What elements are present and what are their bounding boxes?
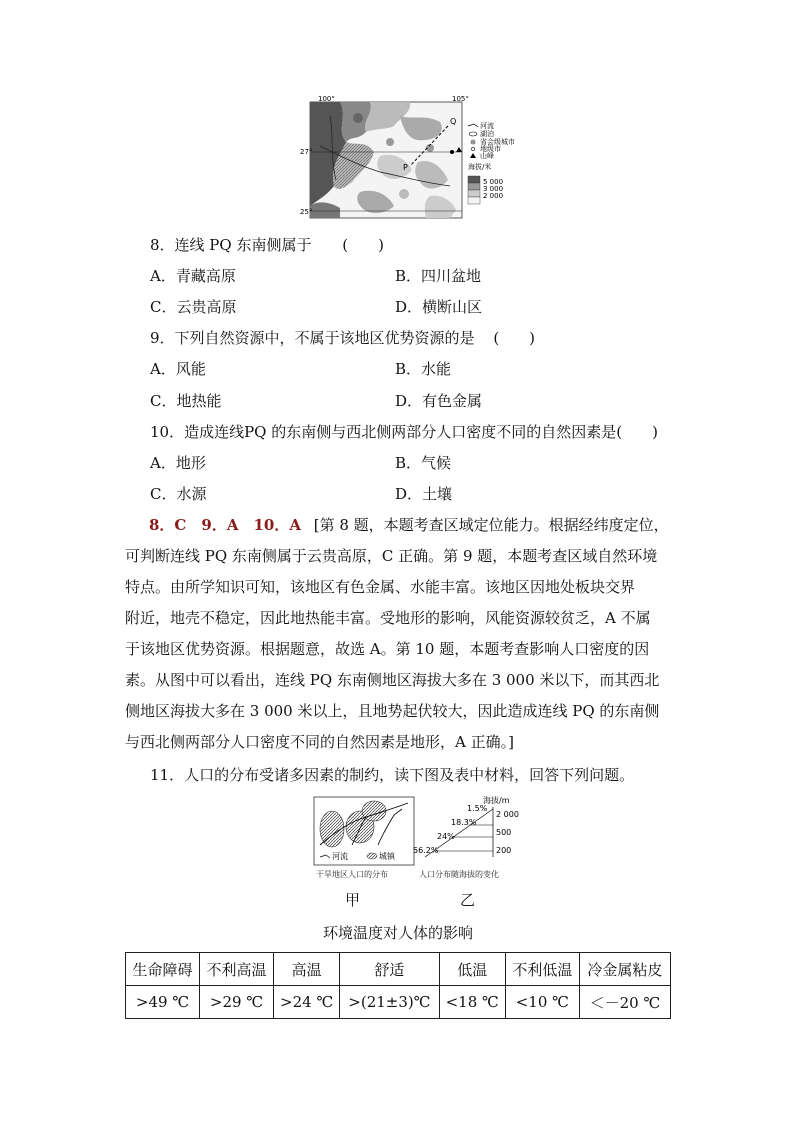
q9-option-c: C．地热能 (150, 392, 222, 410)
table-cell: <18 ℃ (439, 986, 505, 1019)
svg-text:24%: 24% (437, 832, 455, 841)
table-cell: ＜－20 ℃ (579, 986, 670, 1019)
table-header-cell: 不利高温 (200, 953, 274, 986)
town-legend-icon (367, 853, 377, 859)
map-legend (468, 121, 515, 204)
lon-left-label: 100° (318, 96, 335, 103)
svg-text:2 000: 2 000 (483, 192, 504, 200)
svg-text:地级市: 地级市 (480, 145, 501, 153)
mountain-peak-icon (470, 153, 476, 158)
q10-option-b: B．气候 (395, 454, 452, 472)
svg-text:1.5%: 1.5% (467, 804, 488, 813)
q8-option-c: C．云贵高原 (150, 298, 237, 316)
svg-text:河流: 河流 (480, 122, 494, 130)
question-11-stem: 11．人口的分布受诸多因素的制约，读下图及表中材料，回答下列问题。 (150, 766, 635, 784)
question-10-stem: 10．造成连线PQ 的东南侧与西北侧两部分人口密度不同的自然因素是( ) (150, 423, 658, 441)
figure-jia (312, 795, 416, 883)
lon-right-label: 105° (452, 96, 469, 103)
svg-text:河流: 河流 (332, 852, 348, 861)
figure-yi-label: 乙 (460, 891, 476, 909)
svg-text:2 000: 2 000 (496, 810, 519, 819)
figure-yi (413, 795, 523, 883)
elevation-legend-title: 海拔/米 (468, 163, 492, 171)
q10-option-c: C．水源 (150, 485, 207, 503)
answer-paren: ( ) (342, 236, 384, 254)
q9-option-d: D．有色金属 (395, 392, 483, 410)
city-icon (471, 147, 474, 150)
point-q-label: Q (450, 117, 457, 126)
city-marker (450, 150, 454, 154)
figure-yi-caption: 人口分布随海拔的变化 (419, 870, 499, 879)
svg-text:3 000: 3 000 (483, 185, 504, 193)
q10-option-d: D．土壤 (395, 485, 453, 503)
temperature-table (125, 952, 671, 1019)
table-cell: >29 ℃ (200, 986, 274, 1019)
svg-text:城镇: 城镇 (379, 852, 395, 861)
q9-option-b: B．水能 (395, 360, 452, 378)
altitude-axis-title: 海拔/m (483, 796, 510, 805)
table-header-cell: 生命障碍 (126, 953, 200, 986)
svg-text:省会级城市: 省会级城市 (480, 138, 515, 146)
svg-text:5 000: 5 000 (483, 178, 504, 186)
q8-option-b: B．四川盆地 (395, 267, 482, 285)
table-title: 环境温度对人体的影响 (322, 924, 473, 942)
svg-text:200: 200 (496, 846, 512, 855)
table-header-cell: 高温 (274, 953, 340, 986)
answer-key: 8．C 9．A 10．A (149, 516, 301, 534)
lake-legend-icon (469, 132, 477, 136)
svg-text:18.3%: 18.3% (451, 818, 477, 827)
table-row (126, 986, 671, 1019)
svg-text:56.2%: 56.2% (413, 846, 439, 855)
answer-paren: ( ) (493, 329, 536, 347)
q8-option-a: A．青藏高原 (150, 267, 236, 285)
table-header-cell: 冷金属粘皮 (579, 953, 670, 986)
table-header-cell: 不利低温 (505, 953, 579, 986)
question-9-stem: 9．下列自然资源中，不属于该地区优势资源的是 ( ) (150, 329, 536, 347)
table-cell: >(21±3)℃ (340, 986, 439, 1019)
figure-jia-label: 甲 (345, 891, 361, 909)
question-8-stem: 8．连线 PQ 东南侧属于 ( ) (150, 236, 384, 254)
table-cell: <10 ℃ (505, 986, 579, 1019)
svg-text:湖泊: 湖泊 (480, 130, 494, 138)
lat-top-label: 27° (300, 148, 313, 156)
topographic-map-figure (300, 96, 530, 224)
svg-text:500: 500 (496, 828, 512, 837)
point-p-label: P (403, 163, 408, 172)
table-cell: >24 ℃ (274, 986, 340, 1019)
q8-option-d: D．横断山区 (395, 298, 483, 316)
table-cell: >49 ℃ (126, 986, 200, 1019)
q9-option-a: A．风能 (150, 360, 206, 378)
topographic-map (300, 96, 530, 224)
figure-jia-caption: 干旱地区人口的分布 (316, 870, 388, 879)
table-header-row (126, 953, 671, 986)
svg-text:山峰: 山峰 (480, 152, 494, 160)
q10-option-a: A．地形 (150, 454, 206, 472)
river-legend-icon (468, 124, 478, 127)
answer-explanation: 8．C 9．A 10．A [第 8 题，本题考查区域定位能力。根据经纬度定位， 可判断连线 PQ 东南侧属于云贵高原，C 正确。第 9 题，本题考查区域自然环境 特点。由所学知识可知，该地区有色金属、水能丰富。该地区因地处板块交界 附近，地壳不稳定，因此地热能丰富。受地形的影响，风能资源较贫乏，A 不属 于该地区优势资源。根据题意，故选 A。第 10 题，本题考查影响人口密度的因 素。从图中可以看出，连线 PQ 东南侧地区海拔大多在 3 000 米以下，而其西北 侧地区海拔大多在 3 000 米以上，且地势起伏较大，因此造成连线 PQ 的东南侧 与西北侧两部分人口密度不同的自然因素是地形，A 正确。] (125, 516, 669, 751)
table-header-cell: 低温 (439, 953, 505, 986)
table-header-cell: 舒适 (340, 953, 439, 986)
lat-bottom-label: 25° (300, 208, 313, 216)
